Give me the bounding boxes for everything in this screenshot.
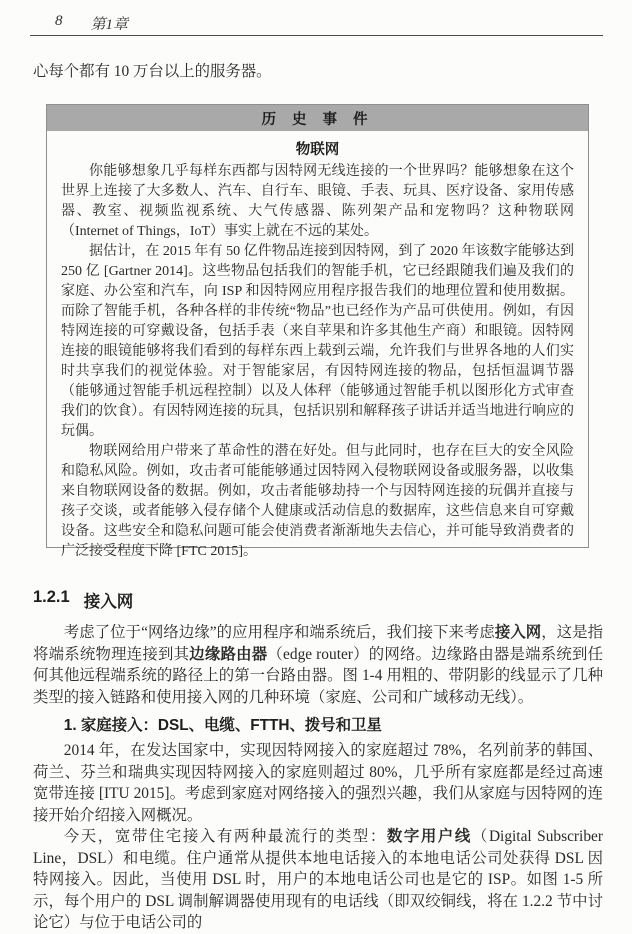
text-run: 今天，宽带住宅接入有两种最流行的类型： [63, 828, 387, 845]
section-1-2-1 [33, 588, 603, 934]
text-run: （edge router）的网络。边缘路由器是端系统到任何其他远程端系统的路径上的第一台路由器。图 1-4 用粗的、带阴影的线显示了几种类型的接入链路和使用接入网的几种环境（家庭、公司和广域移动无线）。 [33, 645, 603, 706]
chapter-title: 第1章 [90, 17, 129, 33]
history-event-box [46, 104, 589, 559]
section-paragraph-1 [33, 622, 603, 708]
page-number: 8 [55, 13, 63, 29]
text-run: （Digital Subscriber Line，DSL）和电缆。住户通常从提供本地电话接入的本地电话公司处获得 DSL 因特网接入。因此，当使用 DSL 时，用户的本地电话公司也是它的 ISP。如图 1-5 所示，每个用户的 DSL 调制解调器使用现有的电话线（即双绞铜线，将在 1.2.2 节中讨论它）与位于电话公司的 [33, 828, 603, 931]
section-number: 1.2.1 [33, 588, 70, 606]
bold-term-access-network: 接入网 [494, 624, 542, 641]
text-run: 考虑了位于“网络边缘”的应用程序和端系统后，我们接下来考虑 [63, 624, 495, 641]
history-box-title: 物联网 [295, 142, 340, 158]
opening-line: 心每个都有 10 万台以上的服务器。 [33, 63, 272, 80]
bold-term-dsl: 数字用户线 [386, 828, 472, 845]
section-title: 接入网 [83, 593, 134, 611]
section-paragraph-3 [33, 826, 603, 934]
bold-term-edge-router: 边缘路由器 [189, 645, 268, 663]
history-paragraph-2: 据估计，在 2015 年有 50 亿件物品连接到因特网，到了 2020 年该数字能够达到 250 亿 [Gartner 2014]。这些物品包括我们的智能手机，它已经跟随我们遍及我们的家庭、办公室和汽车，向 ISP 和因特网应用程序报告我们的地理位置和使用数据。而除了智能手机，各种各样的非传统“物品”也已经作为产品可供使用。例如，有因特网连接的可穿戴设备，包括手表（来自苹果和许多其他生产商）和眼镜。因特网连接的眼镜能够将我们看到的每样东西上载到云端，允许我们与世界各地的人们实时共享我们的视觉体验。对于智能家居，有因特网连接的物品，包括恒温调节器（能够通过智能手机远程控制）以及人体秤（能够通过智能手机以图形化方式审查我们的饮食）。有因特网连接的玩具，包括识别和解释孩子讲话并适当地进行响应的玩偶。 [61, 244, 574, 439]
section-paragraph-2: 2014 年，在发达国家中，实现因特网接入的家庭超过 78%，名列前茅的韩国、荷兰、芬兰和瑞典实现因特网接入的家庭则超过 80%，几乎所有家庭都是经过高速宽带连接 [ITU 2015]。考虑到家庭对网络接入的强烈兴趣，我们从家庭与因特网的连接开始介绍接入网概况。 [33, 742, 603, 824]
history-banner: 历 史 事 件 [47, 105, 588, 131]
text-run: ，这是指将端系统物理连接到其 [33, 624, 603, 663]
history-box-body [47, 162, 588, 562]
section-heading [33, 588, 603, 612]
history-paragraph-1: 你能够想象几乎每样东西都与因特网无线连接的一个世界吗？能够想象在这个世界上连接了大多数人、汽车、自行车、眼镜、手表、玩具、医疗设备、家用传感器、教室、视频监视系统、大气传感器、陈列架产品和宠物吗？这种物联网（Internet of Things，IoT）事实上就在不远的某处。 [61, 164, 574, 239]
header-rule [30, 35, 603, 36]
running-head [55, 13, 128, 34]
history-paragraph-3: 物联网给用户带来了革命性的潜在好处。但与此同时，也存在巨大的安全风险和隐私风险。例如，攻击者可能能够通过因特网入侵物联网设备或服务器，以收集来自物联网设备的数据。例如，攻击者能够劫持一个与因特网连接的玩偶并直接与孩子交谈，或者能够入侵存储个人健康或活动信息的数据库，这些信息来自可穿戴设备。这些安全和隐私问题可能会使消费者渐渐地失去信心，并可能导致消费者的广泛接受程度下降 [FTC 2015]。 [61, 444, 574, 559]
subsection-heading-home-access: 1. 家庭接入：DSL、电缆、FTTH、拨号和卫星 [63, 717, 382, 734]
